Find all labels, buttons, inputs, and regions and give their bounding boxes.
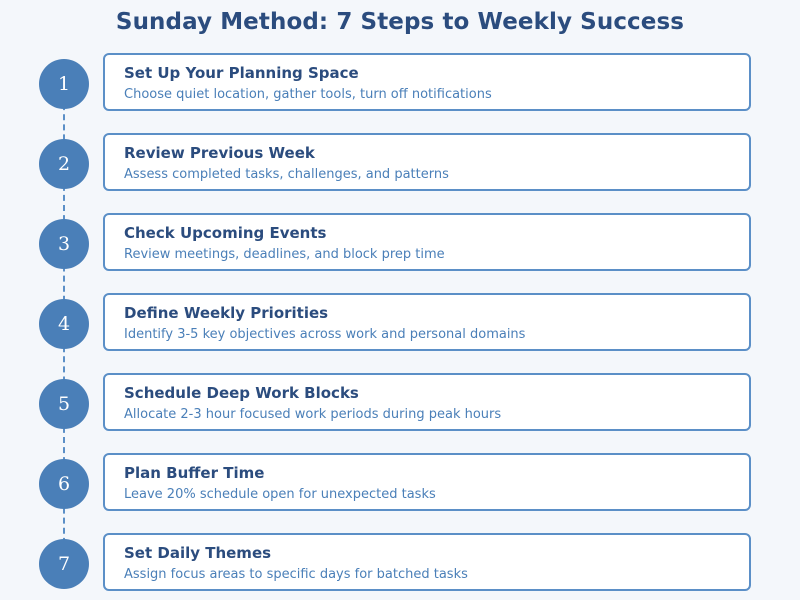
step-title: Plan Buffer Time [124,464,265,482]
step-card [103,53,751,111]
step-description: Assess completed tasks, challenges, and patterns [124,167,449,182]
step-card [103,453,751,511]
step-description: Review meetings, deadlines, and block prep time [124,247,445,262]
page-title: Sunday Method: 7 Steps to Weekly Success [115,9,685,35]
step-title: Set Up Your Planning Space [124,64,359,82]
step-card [103,213,751,271]
step-number-badge: 3 [39,219,89,269]
step-description: Assign focus areas to specific days for batched tasks [124,567,468,582]
step-number-badge: 1 [39,59,89,109]
step-title: Check Upcoming Events [124,224,327,242]
step-title: Define Weekly Priorities [124,304,329,322]
step-card [103,533,751,591]
step-number-badge: 2 [39,139,89,189]
step-description: Choose quiet location, gather tools, turn off notifications [124,87,492,102]
step-description: Leave 20% schedule open for unexpected tasks [124,487,436,502]
step-description: Allocate 2-3 hour focused work periods during peak hours [124,407,502,422]
step-number-badge: 7 [39,539,89,589]
step-card [103,133,751,191]
step-description: Identify 3-5 key objectives across work and personal domains [124,327,526,342]
step-card [103,293,751,351]
step-number-badge: 4 [39,299,89,349]
step-title: Schedule Deep Work Blocks [124,384,359,402]
step-number-badge: 6 [39,459,89,509]
step-number-badge: 5 [39,379,89,429]
step-title: Review Previous Week [124,144,315,162]
step-card [103,373,751,431]
step-title: Set Daily Themes [124,544,272,562]
